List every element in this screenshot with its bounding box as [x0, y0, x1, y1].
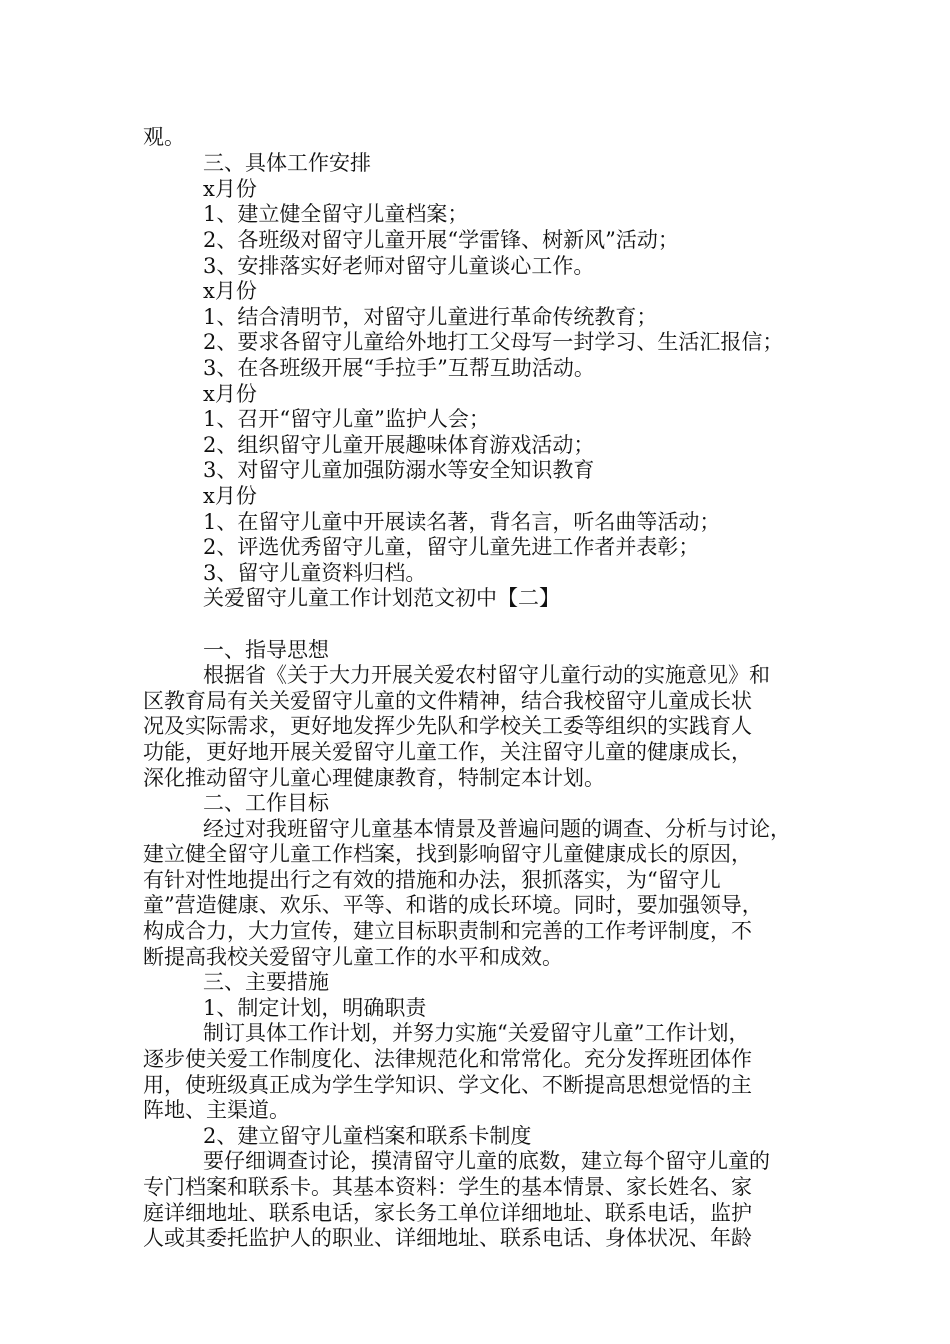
- paragraph-line: 建立健全留守儿童工作档案，找到影响留守儿童健康成长的原因，: [143, 842, 752, 866]
- month-label: x月份: [203, 382, 257, 406]
- paragraph-line: 经过对我班留守儿童基本情景及普遍问题的调查、分析与讨论，: [203, 817, 791, 841]
- month-label: x月份: [203, 279, 257, 303]
- month-item: 3、留守儿童资料归档。: [203, 561, 427, 585]
- document-title: 关爱留守儿童工作计划范文初中【二】: [203, 586, 560, 610]
- paragraph-line: 庭详细地址、联系电话，家长务工单位详细地址、联系电话，监护: [143, 1201, 752, 1225]
- month-item: 3、安排落实好老师对留守儿童谈心工作。: [203, 254, 595, 278]
- month-item: 2、各班级对留守儿童开展“学雷锋、树新风”活动；: [203, 228, 679, 252]
- paragraph-line: 根据省《关于大力开展关爱农村留守儿童行动的实施意见》和: [203, 663, 770, 687]
- section-heading-guiding-ideology: 一、指导思想: [203, 638, 329, 662]
- paragraph-line: 构成合力，大力宣传，建立目标职责制和完善的工作考评制度，不: [143, 919, 752, 943]
- section-heading-main-measures: 三、主要措施: [203, 970, 329, 994]
- month-item: 2、要求各留守儿童给外地打工父母写一封学习、生活汇报信；: [203, 330, 784, 354]
- section-heading-work-goals: 二、工作目标: [203, 791, 329, 815]
- month-label: x月份: [203, 177, 257, 201]
- paragraph-line: 深化推动留守儿童心理健康教育，特制定本计划。: [143, 766, 605, 790]
- month-item: 3、对留守儿童加强防溺水等安全知识教育: [203, 458, 595, 482]
- month-item: 1、结合清明节，对留守儿童进行革命传统教育；: [203, 305, 658, 329]
- month-item: 1、召开“留守儿童”监护人会；: [203, 407, 490, 431]
- paragraph-line: 断提高我校关爱留守儿童工作的水平和成效。: [143, 945, 563, 969]
- paragraph-line: 专门档案和联系卡。其基本资料：学生的基本情景、家长姓名、家: [143, 1175, 752, 1199]
- paragraph-line: 童”营造健康、欢乐、平等、和谐的成长环境。同时，要加强领导，: [143, 893, 763, 917]
- paragraph-line: 阵地、主渠道。: [143, 1098, 290, 1122]
- paragraph-line: 人或其委托监护人的职业、详细地址、联系电话、身体状况、年龄: [143, 1226, 752, 1250]
- paragraph-line: 功能，更好地开展关爱留守儿童工作，关注留守儿童的健康成长，: [143, 740, 752, 764]
- paragraph-line: 区教育局有关关爱留守儿童的文件精神，结合我校留守儿童成长状: [143, 689, 752, 713]
- paragraph-line: 况及实际需求，更好地发挥少先队和学校关工委等组织的实践育人: [143, 714, 752, 738]
- paragraph-line: 制订具体工作计划，并努力实施“关爱留守儿童”工作计划，: [203, 1021, 750, 1045]
- month-item: 3、在各班级开展“手拉手”互帮互助活动。: [203, 356, 595, 380]
- paragraph-line: 要仔细调查讨论，摸清留守儿童的底数，建立每个留守儿童的: [203, 1149, 770, 1173]
- subsection-heading: 1、制定计划，明确职责: [203, 996, 427, 1020]
- month-label: x月份: [203, 484, 257, 508]
- paragraph-line: 有针对性地提出行之有效的措施和办法，狠抓落实，为“留守儿: [143, 868, 721, 892]
- month-item: 1、在留守儿童中开展读名著，背名言，听名曲等活动；: [203, 510, 721, 534]
- month-item: 1、建立健全留守儿童档案；: [203, 202, 469, 226]
- month-item: 2、组织留守儿童开展趣味体育游戏活动；: [203, 433, 595, 457]
- paragraph-line: 逐步使关爱工作制度化、法律规范化和常常化。充分发挥班团体作: [143, 1047, 752, 1071]
- section-heading-work-arrangement: 三、具体工作安排: [203, 151, 371, 175]
- continuation-text: 观。: [143, 125, 185, 149]
- month-item: 2、评选优秀留守儿童，留守儿童先进工作者并表彰；: [203, 535, 700, 559]
- subsection-heading: 2、建立留守儿童档案和联系卡制度: [203, 1124, 532, 1148]
- paragraph-line: 用，使班级真正成为学生学知识、学文化、不断提高思想觉悟的主: [143, 1073, 752, 1097]
